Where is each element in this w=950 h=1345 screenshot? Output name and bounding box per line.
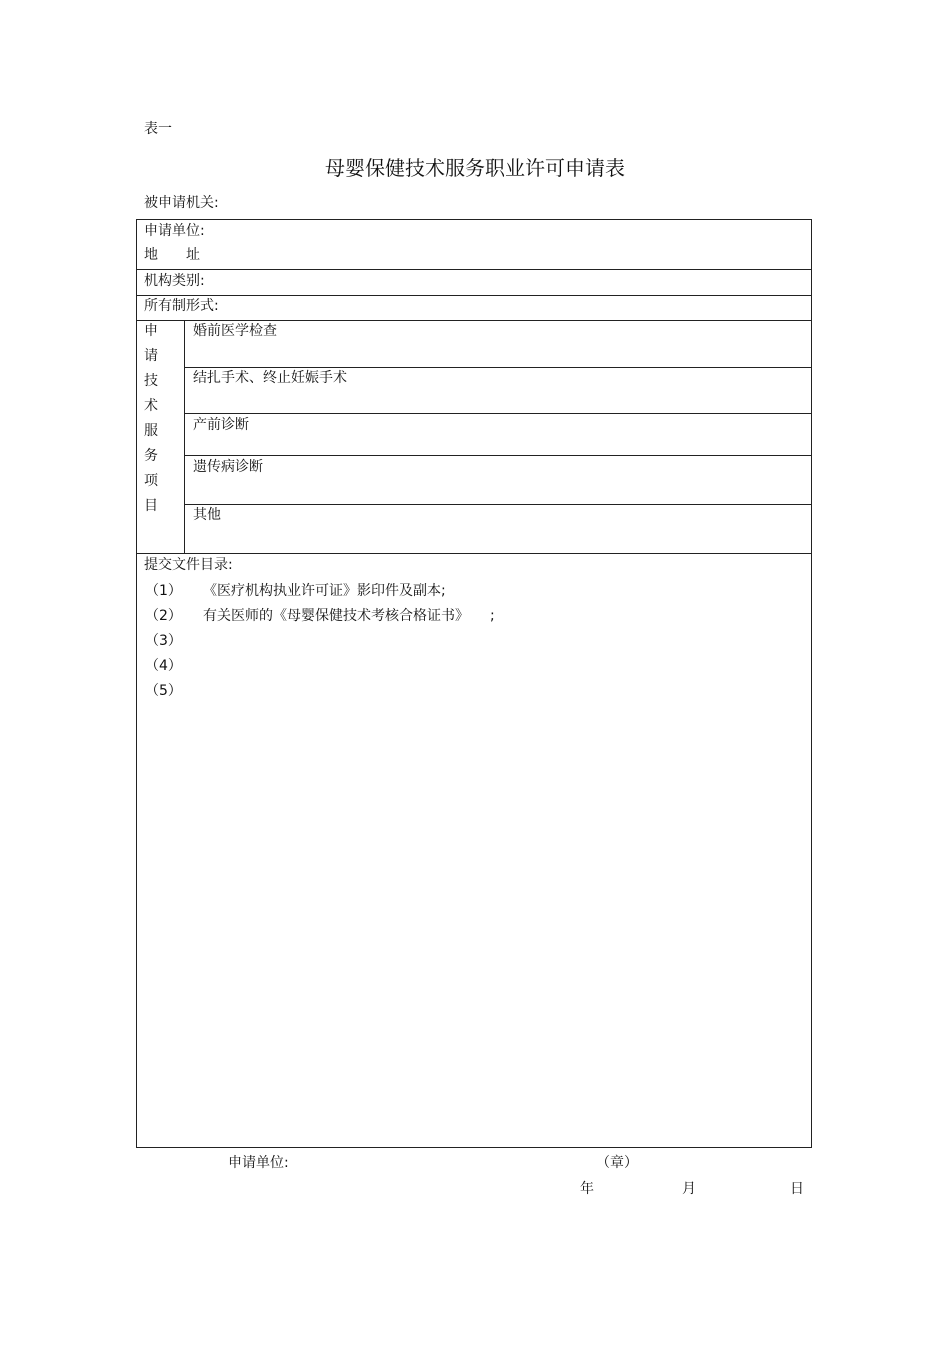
document-number: （3） bbox=[145, 633, 182, 649]
document-item: 有关医师的《母婴保健技术考核合格证书》 ; bbox=[203, 608, 495, 624]
service-item: 遗传病诊断 bbox=[193, 459, 263, 475]
footer-year-label: 年 bbox=[580, 1181, 594, 1197]
footer-day-label: 日 bbox=[790, 1181, 804, 1197]
table-label: 表一 bbox=[144, 121, 172, 137]
services-label-char: 项 bbox=[144, 473, 158, 489]
ownership-label: 所有制形式: bbox=[144, 298, 219, 314]
service-row-divider bbox=[184, 367, 811, 368]
footer-month-label: 月 bbox=[682, 1181, 696, 1197]
document-number: （4） bbox=[145, 658, 182, 674]
document-number: （2） bbox=[145, 608, 182, 624]
footer-applicant-unit-label: 申请单位: bbox=[228, 1155, 289, 1171]
form-title: 母婴保健技术服务职业许可申请表 bbox=[325, 156, 625, 180]
services-label-char: 务 bbox=[144, 448, 158, 464]
services-column-divider bbox=[184, 320, 185, 553]
row-divider bbox=[137, 553, 811, 554]
row-divider bbox=[137, 295, 811, 296]
service-item: 结扎手术、终止妊娠手术 bbox=[193, 370, 347, 386]
documents-label: 提交文件目录: bbox=[144, 557, 233, 573]
institution-type-label: 机构类别: bbox=[144, 273, 205, 289]
applicant-unit-label: 申请单位: bbox=[144, 223, 205, 239]
services-label-char: 术 bbox=[144, 398, 158, 414]
authority-label: 被申请机关: bbox=[144, 195, 219, 211]
service-row-divider bbox=[184, 455, 811, 456]
services-label-char: 技 bbox=[144, 373, 158, 389]
application-form-table bbox=[136, 219, 812, 1148]
document-number: （1） bbox=[145, 583, 182, 599]
document-item: 《医疗机构执业许可证》影印件及副本; bbox=[203, 583, 446, 599]
service-item: 婚前医学检查 bbox=[193, 323, 277, 339]
services-label-char: 请 bbox=[144, 348, 158, 364]
row-divider bbox=[137, 320, 811, 321]
services-label-char: 服 bbox=[144, 423, 158, 439]
row-divider bbox=[137, 269, 811, 270]
service-row-divider bbox=[184, 413, 811, 414]
service-row-divider bbox=[184, 504, 811, 505]
services-label-char: 申 bbox=[144, 323, 158, 339]
footer-seal-label: （章） bbox=[596, 1155, 638, 1171]
document-number: （5） bbox=[145, 683, 182, 699]
address-label: 地 址 bbox=[144, 247, 200, 263]
services-label-char: 目 bbox=[144, 498, 158, 514]
service-item: 产前诊断 bbox=[193, 417, 249, 433]
service-item: 其他 bbox=[193, 507, 221, 523]
